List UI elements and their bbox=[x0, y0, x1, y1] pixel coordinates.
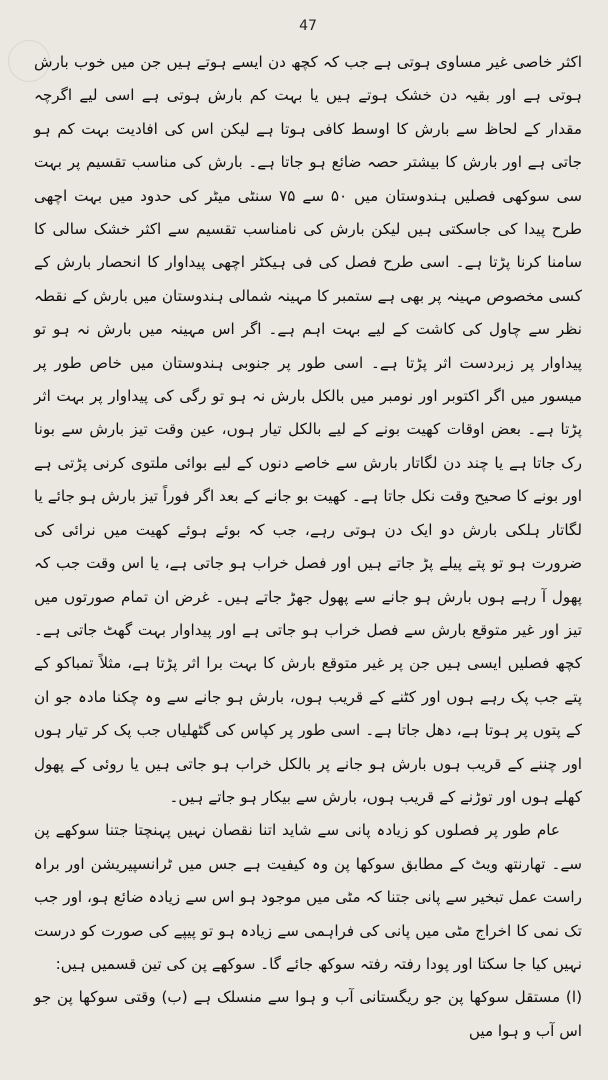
library-stamp-mark bbox=[8, 40, 50, 82]
paragraph-rainfall-distribution: اکثر خاصی غیر مساوی ہوتی ہے جب کہ کچھ دن ایسے ہوتے ہیں جن میں خوب بارش ہوتی ہے اور بقیہ دن خشک ہوتے ہیں یا بہت کم بارش ہوتی ہے اسی لیے اگرچہ مقدار کے لحاظ سے بارش کا اوسط کافی ہوتا ہے لیکن اس کی افادیت بہت کم ہو جاتی ہے اور بارش کا بیشتر حصہ ضائع ہو جاتا ہے۔ بارش کی مناسب تقسیم پر بہت سی سوکھی فصلیں ہندوستان میں ۵۰ سے ۷۵ سنٹی میٹر کی حدود میں بہت اچھی طرح پیدا کی جاسکتی ہیں لیکن بارش کی نامناسب تقسیم سے اکثر خشک سالی کا سامنا کرنا پڑتا ہے۔ اسی طرح فصل کی فی ہیکٹر اچھی پیداوار کا انحصار بارش کے کسی مخصوص مہینہ پر بھی ہے ستمبر کا مہینہ شمالی ہندوستان میں بارش کے نقطہ نظر سے چاول کی کاشت کے لیے بہت اہم ہے۔ اگر اس مہینہ میں بارش نہ ہو تو پیداوار پر زبردست اثر پڑتا ہے۔ اسی طور پر جنوبی ہندوستان میں خاص طور پر میسور میں اگر اکتوبر اور نومبر میں بالکل بارش نہ ہو تو رگی کی پیداوار پر بہت اثر پڑتا ہے۔ بعض اوقات کھیت بونے کے لیے بالکل تیار ہوں، عین وقت تیز بارش سے بونا رک جاتا ہے یا چند دن لگاتار بارش سے خاصے دنوں کے لیے بوائی ملتوی کرنی پڑتی ہے اور بونے کا صحیح وقت نکل جاتا ہے۔ کھیت بو جانے کے بعد اگر فوراً تیز بارش ہو جائے یا لگاتار ہلکی بارش دو ایک دن ہوتی رہے، جب کہ بوئے ہوئے کھیت میں نرائی کی ضرورت ہو تو پتے پیلے پڑ جاتے ہیں اور فصل خراب ہو جاتی ہے، یا اس وقت جب کہ پھول آ رہے ہوں بارش ہو جانے سے پھول جھڑ جاتے ہیں۔ غرض ان تمام صورتوں میں تیز اور غیر متوقع بارش سے فصل خراب ہو جاتی ہے اور پیداوار بہت گھٹ جاتی ہے۔ کچھ فصلیں ایسی ہیں جن پر غیر متوقع بارش کا بہت برا اثر پڑتا ہے، مثلاً تمباکو کے پتے جب پک رہے ہوں اور کٹنے کے قریب ہوں، بارش ہو جانے سے وہ چکنا مادہ جو ان کے پتوں پر ہوتا ہے، دھل جاتا ہے۔ اسی طور پر کپاس کی گٹھلیاں جب پک کر تیار ہوں اور چننے کے قریب ہوں بارش ہو جانے پر بالکل خراب ہو جاتی ہیں یا روئی کے پھول کھلے ہوں اور توڑنے کے قریب ہوں، بارش سے بیکار ہو جاتے ہیں۔ bbox=[34, 53, 583, 806]
page-number: 47 bbox=[299, 18, 317, 34]
paragraph-drought-definition: عام طور پر فصلوں کو زیادہ پانی سے شاید اتنا نقصان نہیں پہنچتا جتنا سوکھے پن سے۔ تھارنتھ ویٹ کے مطابق سوکھا پن وہ کیفیت ہے جس میں ٹرانسپیریشن اور براہ راست عمل تبخیر سے پانی جتنا کہ مٹی میں موجود ہو اس سے زیادہ ضائع ہو، اور جب تک نمی کا اخراج مٹی میں پانی کی فراہمی سے زیادہ ہو تو پیپے کی صورت کو درست نہیں کیا جا سکتا اور پودا رفتہ رفتہ سوکھ جائے گا۔ سوکھے پن کی تین قسمیں ہیں: bbox=[34, 821, 582, 973]
paragraph-drought-types: (ا) مستقل سوکھا پن جو ریگستانی آب و ہوا سے منسلک ہے (ب) وقتی سوکھا پن جو اس آب و ہوا میں bbox=[34, 988, 582, 1040]
page-body-text bbox=[34, 46, 582, 1048]
